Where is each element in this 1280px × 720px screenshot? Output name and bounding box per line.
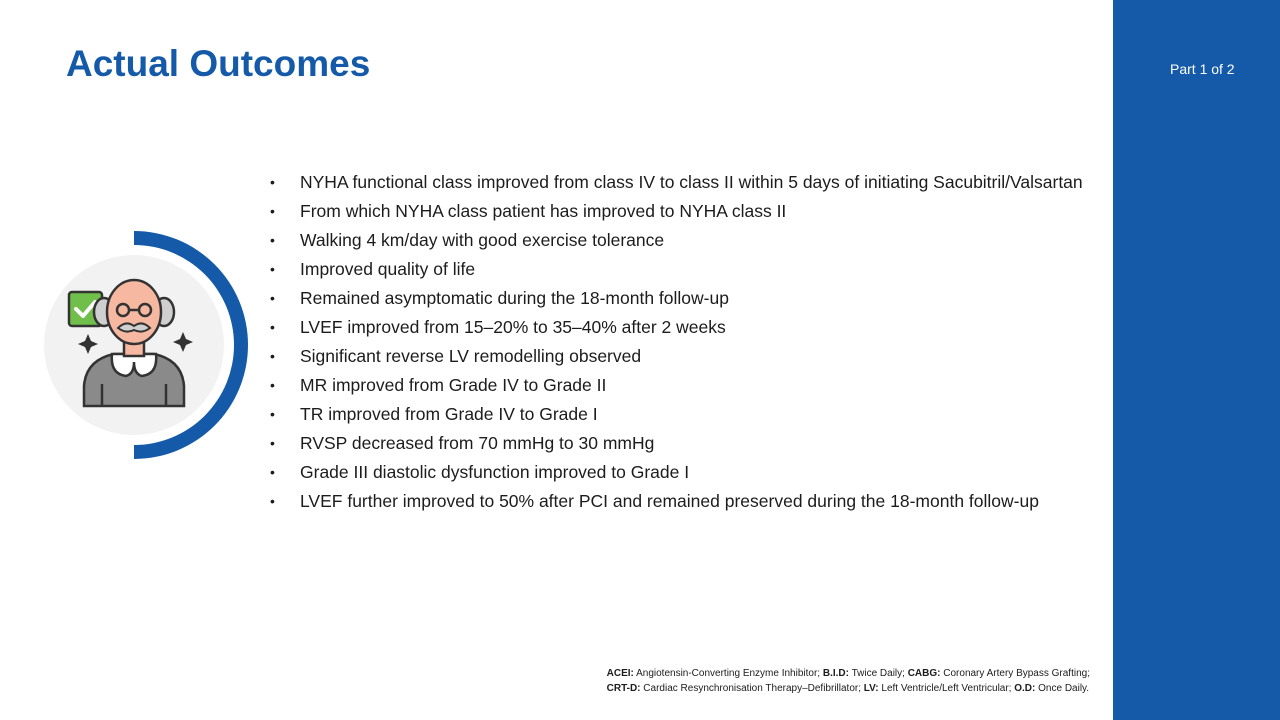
abbr-term: CRT-D: [606,683,641,694]
elderly-patient-with-checkmark-icon [40,226,255,466]
outcomes-list [270,168,1100,516]
abbr-term: B.I.D: [822,668,849,679]
outcome-item: • MR improved from Grade IV to Grade II [270,371,1100,400]
abbr-definition: Twice Daily; [848,668,908,679]
outcome-item: • Improved quality of life [270,255,1100,284]
head [107,280,161,344]
outcome-item: • NYHA functional class improved from class IV to class II within 5 days of initiating Sacubitril/Valsartan [270,168,1100,197]
slide-title: Actual Outcomes [66,43,371,84]
abbr-definition: Once Daily. [1035,683,1090,694]
abbr-term: ACEI: [606,668,634,679]
outcome-item: • Walking 4 km/day with good exercise tolerance [270,226,1100,255]
outcome-item: • LVEF further improved to 50% after PCI and remained preserved during the 18-month follow-up [270,487,1100,516]
part-indicator: Part 1 of 2 [1170,61,1235,77]
abbr-term: O.D: [1014,683,1036,694]
outcome-item: • LVEF improved from 15–20% to 35–40% after 2 weeks [270,313,1100,342]
abbr-term: CABG: [907,668,941,679]
outcome-item: • RVSP decreased from 70 mmHg to 30 mmHg [270,429,1100,458]
abbreviations-footnote [607,666,1090,696]
abbr-term: LV: [863,683,879,694]
outcome-item: • From which NYHA class patient has improved to NYHA class II [270,197,1100,226]
abbr-definition: Angiotensin-Converting Enzyme Inhibitor; [633,668,823,679]
outcome-item: • TR improved from Grade IV to Grade I [270,400,1100,429]
side-panel [1113,0,1280,720]
abbr-definition: Cardiac Resynchronisation Therapy–Defibrillator; [640,683,864,694]
abbr-definition: Coronary Artery Bypass Grafting; [940,668,1090,679]
outcome-item: • Remained asymptomatic during the 18-month follow-up [270,284,1100,313]
outcome-item: • Grade III diastolic dysfunction improved to Grade I [270,458,1100,487]
outcome-item: • Significant reverse LV remodelling observed [270,342,1100,371]
abbr-definition: Left Ventricle/Left Ventricular; [878,683,1015,694]
